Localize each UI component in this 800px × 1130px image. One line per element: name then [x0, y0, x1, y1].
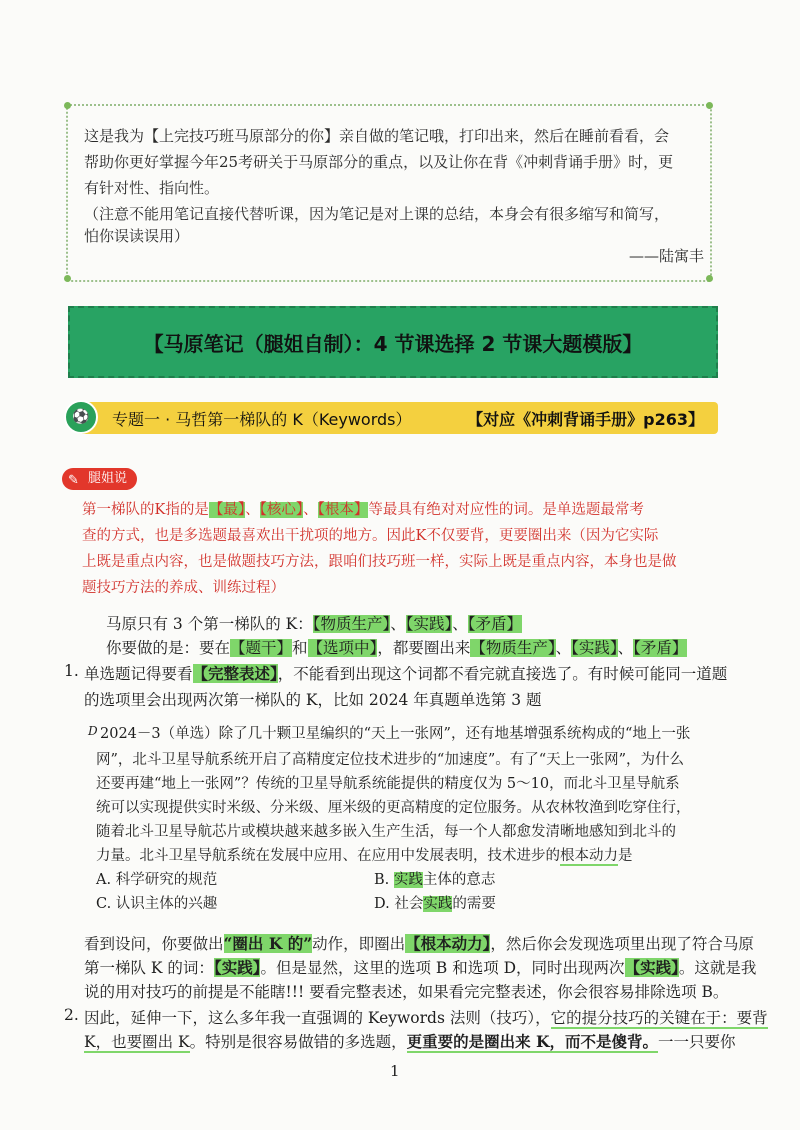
note-line: （注意不能用笔记直接代替听课，因为笔记是对上课的总结，本身会有很多缩写和简写， [84, 205, 670, 223]
list-item: 因此，延伸一下，这么多年我一直强调的 Keywords 法则（技巧），它的提分技巧的关键在于：要背 [84, 1009, 768, 1027]
note-line: 怕你误读误用） [84, 227, 190, 245]
highlight: 【题干】 [230, 639, 293, 657]
highlight: 【最】 [208, 502, 246, 518]
topic-bar [66, 402, 718, 434]
highlight: 【实践】 [213, 958, 261, 977]
list-item-number: 1. [64, 662, 79, 680]
highlight: 实践 [393, 872, 423, 888]
list-item: 的选项里会出现两次第一梯队的 K，比如 2024 年真题单选第 3 题 [84, 691, 542, 709]
tag-label: 腿姐说 [88, 471, 128, 486]
option-c: C. 认识主体的兴趣 [96, 896, 218, 912]
highlight: 【选项中】 [307, 639, 378, 657]
speech-bubble-icon: ✎ [68, 473, 79, 488]
underline-highlight: 更重要的是圈出来 K，而不是傻背。 [406, 1032, 658, 1051]
analysis-line: 看到设问，你要做出“圈出 K 的”动作，即圈出【根本动力】，然后你会发现选项里出现了符合马原 [84, 934, 754, 953]
red-note-line: 题技巧方法的养成、训练过程） [82, 580, 285, 596]
topic-reference: 【对应《冲刺背诵手册》p263】 [467, 409, 704, 429]
corner-dot-icon [64, 102, 71, 109]
red-note-line: 第一梯队的K指的是【最】、【核心】、【根本】等最具有绝对对应性的词。是单选题最常考 [82, 502, 644, 518]
question-line: 还要再建“地上一张网”？传统的卫星导航系统能提供的精度仅为 5～10，而北斗卫星导航系 [96, 776, 680, 792]
question-line: 随着北斗卫星导航芯片或模块越来越多嵌入生产生活，每一个人都愈发清晰地感知到北斗的 [96, 824, 676, 840]
speaker-tag [62, 468, 137, 490]
note-signature: ——陆寓丰 [628, 247, 704, 265]
note-line: 有针对性、指向性。 [84, 179, 220, 197]
highlight: 【根本】 [317, 502, 369, 518]
corner-dot-icon [64, 275, 71, 282]
highlight: 【矛盾】 [467, 615, 523, 633]
question-line: 统可以实现提供实时米级、分米级、厘米级的更高精度的定位服务。从农林牧渔到吃穿住行， [96, 800, 691, 816]
note-line: 这是我为【上完技巧班马原部分的你】亲自做的笔记哦，打印出来，然后在睡前看看，会 [84, 127, 670, 145]
highlight: 【核心】 [259, 502, 304, 518]
page-number: 1 [390, 1062, 400, 1080]
corner-dot-icon [706, 102, 713, 109]
red-note-line: 查的方式，也是多选题最喜欢出干扰项的地方。因此K不仅要背，更要圈出来（因为它实际 [82, 528, 659, 544]
question-line: 力量。北斗卫星导航系统在发展中应用、在应用中发展表明，技术进步的根本动力是 [96, 848, 633, 864]
red-note-line: 上既是重点内容，也是做题技巧方法，跟咱们技巧班一样，实际上既是重点内容，本身也是做 [82, 554, 677, 570]
underline-highlight: 根本动力 [560, 848, 618, 864]
analysis-line: 第一梯队 K 的词：【实践】。但是显然，这里的选项 B 和选项 D，同时出现两次【实践】。这就是我 [84, 958, 757, 977]
option-b: B. 实践主体的意志 [374, 872, 496, 888]
option-d: D. 社会实践的需要 [374, 896, 496, 912]
question-line: 网”，北斗卫星导航系统开启了高精度定位技术进步的“加速度”。有了“天上一张网”，为什么 [96, 752, 685, 768]
analysis-line: 说的用对技巧的前提是不能瞎!!! 要看完整表述，如果看完完整表述，你会很容易排除选项 B。 [84, 983, 729, 1001]
underline-highlight: K，也要圈出 K [84, 1033, 190, 1051]
note-line: 帮助你更好掌握今年25考研关于马原部分的重点，以及让你在背《冲刺背诵手册》时，更 [84, 153, 674, 171]
body-paragraph: 你要做的是：要在【题干】和【选项中】，都要圈出来【物质生产】、【实践】、【矛盾】 [106, 639, 688, 657]
body-paragraph: 马原只有 3 个第一梯队的 K：【物质生产】、【实践】、【矛盾】 [106, 615, 523, 633]
list-item: 单选题记得要看【完整表述】，不能看到出现这个词都不看完就直接选了。有时候可能同一道题 [84, 664, 728, 683]
underline-highlight: 它的提分技巧的关键在于：要背 [550, 1009, 768, 1027]
highlight: 【实践】 [405, 615, 453, 633]
highlight: 【物质生产】 [312, 615, 391, 633]
question-line: 2024－3（单选）除了几十颗卫星编织的“天上一张网”，还有地基增强系统构成的“地上一张 [100, 726, 691, 742]
banner-title: 【马原笔记（腿姐自制）：4 节课选择 2 节课大题模版】 [143, 331, 643, 356]
highlight: “圈出 K 的” [223, 934, 313, 953]
title-banner [68, 306, 718, 378]
highlight: 【完整表述】 [192, 664, 278, 683]
soccer-ball-icon: ⚽ [64, 400, 98, 434]
highlight: 【物质生产】 [470, 639, 556, 657]
list-item: K，也要圈出 K。特别是很容易做错的多选题，更重要的是圈出来 K，而不是傻背。一一只要你 [84, 1032, 736, 1051]
highlight: 实践 [423, 896, 453, 912]
highlight: 【实践】 [624, 958, 679, 977]
topic-title: 专题一 · 马哲第一梯队的 K（Keywords） [112, 409, 412, 429]
highlight: 【根本动力】 [405, 934, 491, 953]
corner-dot-icon [706, 275, 713, 282]
list-item-number: 2. [64, 1006, 79, 1024]
highlight: 【矛盾】 [633, 639, 688, 657]
option-a: A. 科学研究的规范 [96, 872, 218, 888]
answer-marker: D [88, 724, 98, 738]
highlight: 【实践】 [571, 639, 618, 657]
